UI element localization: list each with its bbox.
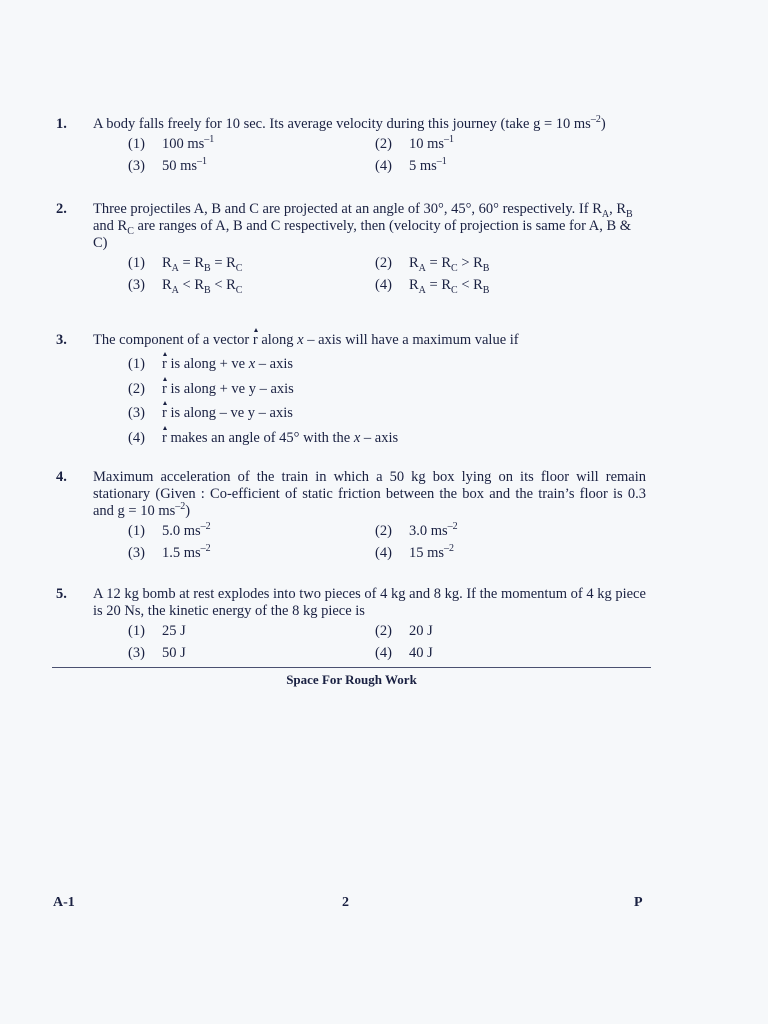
option-3: (3) r is along – ve y – axis <box>128 405 293 421</box>
option-1: (1) 100 $ms^{-1}$ <box>128 134 215 152</box>
option-2: (2) 20 J <box>375 623 433 639</box>
options <box>128 356 646 454</box>
question-number: 1. <box>56 116 67 132</box>
footer-code: A-1 <box>53 895 75 910</box>
question-1 <box>56 116 646 180</box>
question-4 <box>56 469 646 567</box>
options <box>128 255 646 299</box>
option-1: (1) r is along + ve x – axis <box>128 356 294 372</box>
question-number: 4. <box>56 469 67 485</box>
question-text: Three projectiles A, B and C are projected at an angle of 30°, 45°, 60° respectively. If $R_A$, $R_B$ and $R_C$ are ranges of A, B and C respectively, then (velocity of projection is same for A, B & C) <box>93 201 633 251</box>
option-3: (3) 50 $ms^{-1}$ <box>128 156 208 174</box>
divider <box>52 667 651 668</box>
option-4: (4) $R_A = R_C < R_B$ <box>375 277 490 296</box>
question-3 <box>56 332 646 454</box>
option-1: (1) 5.0 $ms^{-2}$ <box>128 521 211 539</box>
question-number: 3. <box>56 332 67 348</box>
option-4: (4) 15 $ms^{-2}$ <box>375 543 455 561</box>
vector-r: r <box>252 332 258 348</box>
footer-set: P <box>634 895 643 910</box>
question-number: 2. <box>56 201 67 217</box>
option-1: (1) $R_A = R_B = R_C$ <box>128 255 243 274</box>
question-text: A body falls freely for 10 sec. Its average velocity during this journey (take g = 10 $ms^{-2}$) <box>93 114 606 132</box>
option-4: (4) r makes an angle of 45° with the x – axis <box>128 429 399 446</box>
question-5 <box>56 586 646 667</box>
option-3: (3) 1.5 $ms^{-2}$ <box>128 543 211 561</box>
options <box>128 623 646 667</box>
option-2: (2) 10 $ms^{-1}$ <box>375 134 455 152</box>
option-3: (3) $R_A < R_B < R_C$ <box>128 277 243 296</box>
question-2 <box>56 201 646 299</box>
option-1: (1) 25 J <box>128 623 186 639</box>
options <box>128 523 646 567</box>
question-text: A 12 kg bomb at rest explodes into two pieces of 4 kg and 8 kg. If the momentum of 4 kg piece is 20 Ns, the kinetic energy of the 8 kg piece is <box>93 586 646 619</box>
options <box>128 136 646 180</box>
question-number: 5. <box>56 586 67 602</box>
question-text: Maximum acceleration of the train in which a 50 kg box lying on its floor will remain stationary (Given : Co-efficient of static friction between the box and the train’s floor is 0.3 and g = 10 $ms^{-2}$) <box>93 469 646 519</box>
option-4: (4) 40 J <box>375 645 433 661</box>
question-text: The component of a vector r along x – axis will have a maximum value if <box>93 332 519 348</box>
option-2: (2) 3.0 $ms^{-2}$ <box>375 521 458 539</box>
page-number: 2 <box>342 895 349 910</box>
option-3: (3) 50 J <box>128 645 186 661</box>
option-2: (2) r is along + ve y – axis <box>128 380 294 397</box>
rough-work-heading: Space For Rough Work <box>286 672 417 687</box>
option-4: (4) 5 $ms^{-1}$ <box>375 156 447 174</box>
option-2: (2) $R_A = R_C > R_B$ <box>375 255 490 274</box>
